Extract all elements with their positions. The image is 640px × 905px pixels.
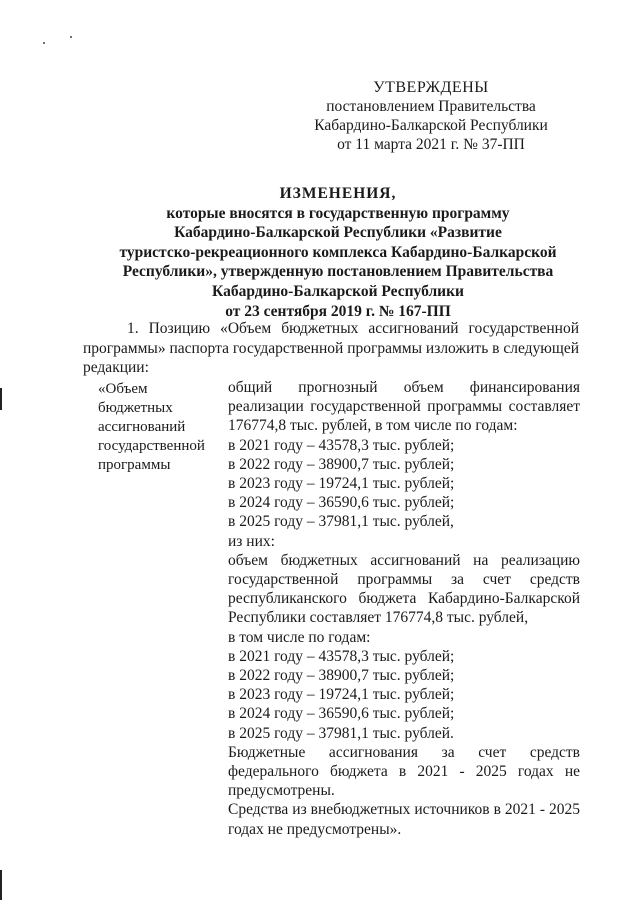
by-years-label: в том числе по годам: <box>228 628 371 646</box>
approval-line: постановлением Правительства <box>326 98 536 115</box>
title-line: Кабардино-Балкарской Республики <box>212 282 464 300</box>
scan-speck <box>43 42 45 44</box>
title-heading: ИЗМЕНЕНИЯ, <box>279 185 397 202</box>
scan-edge-mark <box>0 870 2 900</box>
federal-budget-text: Бюджетные ассигнования за счет средств федерального бюджета в 2021 - 2025 годах не предусмотрены. <box>228 743 580 800</box>
position-label-line: государственной <box>98 438 205 454</box>
title-line: от 23 сентября 2019 г. № 167-ПП <box>225 302 451 320</box>
total-funding-text: общий прогнозный объем финансирования реализации государственной программы составляет 176774,8 тыс. рублей, в том числе по годам: <box>228 379 580 435</box>
year-line: в 2021 году – 43578,3 тыс. рублей; <box>228 647 455 665</box>
approval-heading: УТВЕРЖДЕНЫ <box>373 79 489 96</box>
position-label-line: «Объем <box>98 381 148 397</box>
scan-edge-mark <box>0 388 2 410</box>
year-line: в 2023 году – 19724,1 тыс. рублей; <box>228 475 455 493</box>
position-label-line: программы <box>98 457 171 473</box>
approval-line: от 11 марта 2021 г. № 37-ПП <box>337 136 525 153</box>
republic-budget-text: объем бюджетных ассигнований на реализацию государственной программы за счет средств республиканского бюджета Кабардино-Балкарской Республики составляет 176774,8 тыс. рублей, <box>228 551 580 627</box>
year-line: в 2023 году – 19724,1 тыс. рублей; <box>228 686 455 704</box>
title-line: Республики», утвержденную постановлением Правительства <box>122 263 554 281</box>
document-title <box>88 184 588 321</box>
year-line: в 2022 году – 38900,7 тыс. рублей; <box>228 667 455 685</box>
year-line: в 2024 году – 36590,6 тыс. рублей; <box>228 494 455 512</box>
year-line: в 2021 году – 43578,3 тыс. рублей; <box>228 436 455 454</box>
title-line: которые вносятся в государственную программу <box>166 204 510 222</box>
item-1-text: 1. Позицию «Объем бюджетных ассигнований государственной программы» паспорта государственной программы изложить в следующей редакции: <box>83 320 579 376</box>
position-label-line: бюджетных <box>98 400 173 416</box>
scan-speck <box>70 36 72 38</box>
position-label <box>98 380 223 475</box>
title-line: туристско-рекреационного комплекса Кабардино-Балкарской <box>119 243 557 261</box>
position-content <box>228 378 580 839</box>
position-label-line: ассигнований <box>98 419 186 435</box>
of-them-label: из них: <box>228 532 275 550</box>
year-line: в 2022 году – 38900,7 тыс. рублей; <box>228 455 455 473</box>
item-1-paragraph <box>83 319 579 378</box>
offbudget-text: Средства из внебюджетных источников в 2021 - 2025 годах не предусмотрены». <box>228 801 580 838</box>
year-line: в 2025 году – 37981,1 тыс. рублей, <box>228 513 454 531</box>
title-line: Кабардино-Балкарской Республики «Развитие <box>174 224 502 242</box>
year-line: в 2025 году – 37981,1 тыс. рублей. <box>228 724 454 742</box>
approval-line: Кабардино-Балкарской Республики <box>314 117 548 134</box>
approval-block <box>300 78 562 154</box>
year-line: в 2024 году – 36590,6 тыс. рублей; <box>228 705 455 723</box>
